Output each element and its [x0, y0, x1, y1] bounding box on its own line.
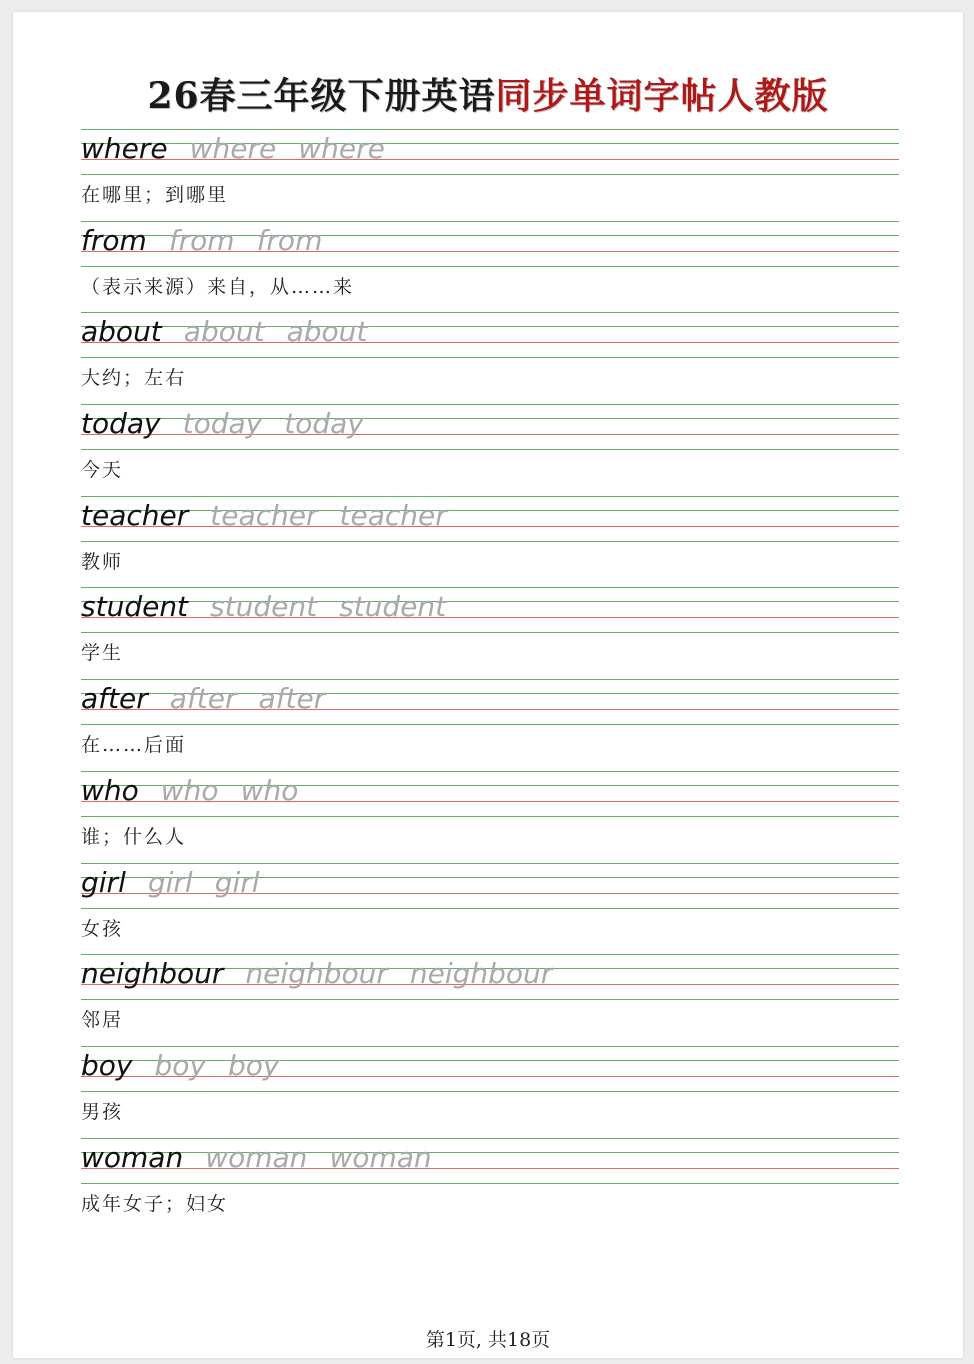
word-model: boy: [81, 1048, 133, 1082]
word-trace: today: [284, 407, 364, 441]
word-row: [81, 953, 899, 1045]
word-trace: where: [298, 132, 385, 165]
guide-line-bottom: [81, 266, 899, 267]
word-row: [81, 678, 899, 770]
word-model: after: [81, 682, 148, 716]
word-meaning: 今天: [81, 459, 124, 482]
word-trace: where: [189, 132, 277, 165]
word-meaning: 成年女子；妇女: [81, 1192, 229, 1215]
word-model: neighbour: [81, 957, 224, 991]
word-meaning: 女孩: [81, 917, 124, 940]
title-red: 同步单词字帖人教版: [495, 75, 829, 117]
word-line: [81, 865, 260, 901]
word-meaning: 男孩: [81, 1100, 124, 1123]
guide-line-bottom: [81, 357, 899, 358]
word-meaning: 大约；左右: [81, 367, 187, 390]
page-title: [13, 68, 963, 119]
word-line: [81, 1140, 432, 1176]
guide-line-bottom: [81, 1091, 899, 1092]
guide-line-top: [81, 221, 899, 222]
word-trace: from: [256, 223, 323, 257]
word-model: about: [81, 315, 162, 349]
guide-line-top: [81, 404, 899, 405]
word-meaning: 在哪里；到哪里: [81, 184, 229, 206]
word-trace: neighbour: [245, 957, 388, 991]
word-trace: woman: [329, 1140, 432, 1174]
guide-line-bottom: [81, 724, 899, 725]
page-number: 第1页, 共18页: [425, 1329, 551, 1351]
guide-line-top: [81, 679, 899, 680]
word-trace: today: [182, 407, 263, 441]
word-model: today: [81, 407, 161, 441]
word-rows: [81, 128, 899, 1228]
guide-line-bottom: [81, 449, 899, 450]
word-meaning: （表示来源）来自，从……来: [81, 275, 355, 298]
word-trace: boy: [227, 1048, 280, 1082]
word-trace: girl: [147, 865, 193, 899]
word-trace: about: [183, 315, 265, 349]
guide-line-bottom: [81, 174, 899, 175]
word-line: [81, 773, 298, 809]
guide-line-top: [81, 1046, 899, 1047]
word-model: woman: [81, 1140, 184, 1174]
guide-line-bottom: [81, 908, 899, 909]
guide-line-top: [81, 496, 899, 497]
word-row: [81, 862, 899, 954]
word-trace: student: [339, 590, 447, 624]
word-row: [81, 403, 899, 495]
title-black: 26春三年级下册英语: [147, 75, 496, 117]
worksheet-page: [13, 12, 963, 1358]
word-trace: teacher: [339, 498, 447, 532]
word-meaning: 学生: [81, 642, 124, 665]
word-trace: teacher: [210, 498, 318, 532]
word-line: [81, 498, 447, 534]
word-trace: after: [258, 682, 326, 716]
word-model: teacher: [81, 498, 189, 532]
guide-line-bottom: [81, 1183, 899, 1184]
guide-line-top: [81, 1138, 899, 1139]
word-trace: boy: [154, 1048, 206, 1082]
word-model: student: [81, 590, 189, 624]
word-model: where: [81, 132, 168, 165]
word-row: [81, 770, 899, 862]
word-trace: student: [210, 590, 318, 624]
word-model: who: [81, 773, 139, 807]
word-row: [81, 311, 899, 403]
word-model: girl: [81, 865, 126, 899]
word-row: [81, 586, 899, 678]
word-line: [81, 1048, 279, 1084]
word-model: from: [81, 223, 147, 257]
word-trace: who: [160, 773, 219, 807]
word-row: [81, 1137, 899, 1229]
word-row: [81, 1045, 899, 1137]
guide-line-top: [81, 863, 899, 864]
guide-line-bottom: [81, 816, 899, 817]
word-trace: after: [169, 682, 237, 716]
word-meaning: 邻居: [81, 1009, 124, 1032]
guide-line-top: [81, 954, 899, 955]
word-meaning: 在……后面: [81, 734, 187, 757]
guide-line-top: [81, 587, 899, 588]
word-trace: neighbour: [409, 957, 553, 991]
word-meaning: 教师: [81, 550, 124, 573]
word-row: [81, 128, 899, 220]
word-trace: about: [286, 315, 368, 349]
word-line: [81, 589, 446, 625]
word-trace: woman: [205, 1140, 308, 1174]
word-line: [81, 681, 325, 717]
guide-line-top: [81, 312, 899, 313]
word-trace: who: [240, 773, 299, 807]
word-row: [81, 495, 899, 587]
guide-line-top: [81, 771, 899, 772]
word-trace: from: [168, 223, 235, 257]
word-line: [81, 956, 552, 992]
word-row: [81, 220, 899, 312]
word-line: [81, 406, 364, 442]
word-trace: girl: [214, 865, 260, 899]
word-line: [81, 223, 322, 259]
word-line: [81, 314, 367, 350]
word-meaning: 谁；什么人: [81, 825, 187, 848]
guide-line-bottom: [81, 632, 899, 633]
guide-line-bottom: [81, 999, 899, 1000]
guide-line-top: [81, 129, 899, 130]
guide-line-bottom: [81, 541, 899, 542]
word-line: [81, 131, 385, 167]
